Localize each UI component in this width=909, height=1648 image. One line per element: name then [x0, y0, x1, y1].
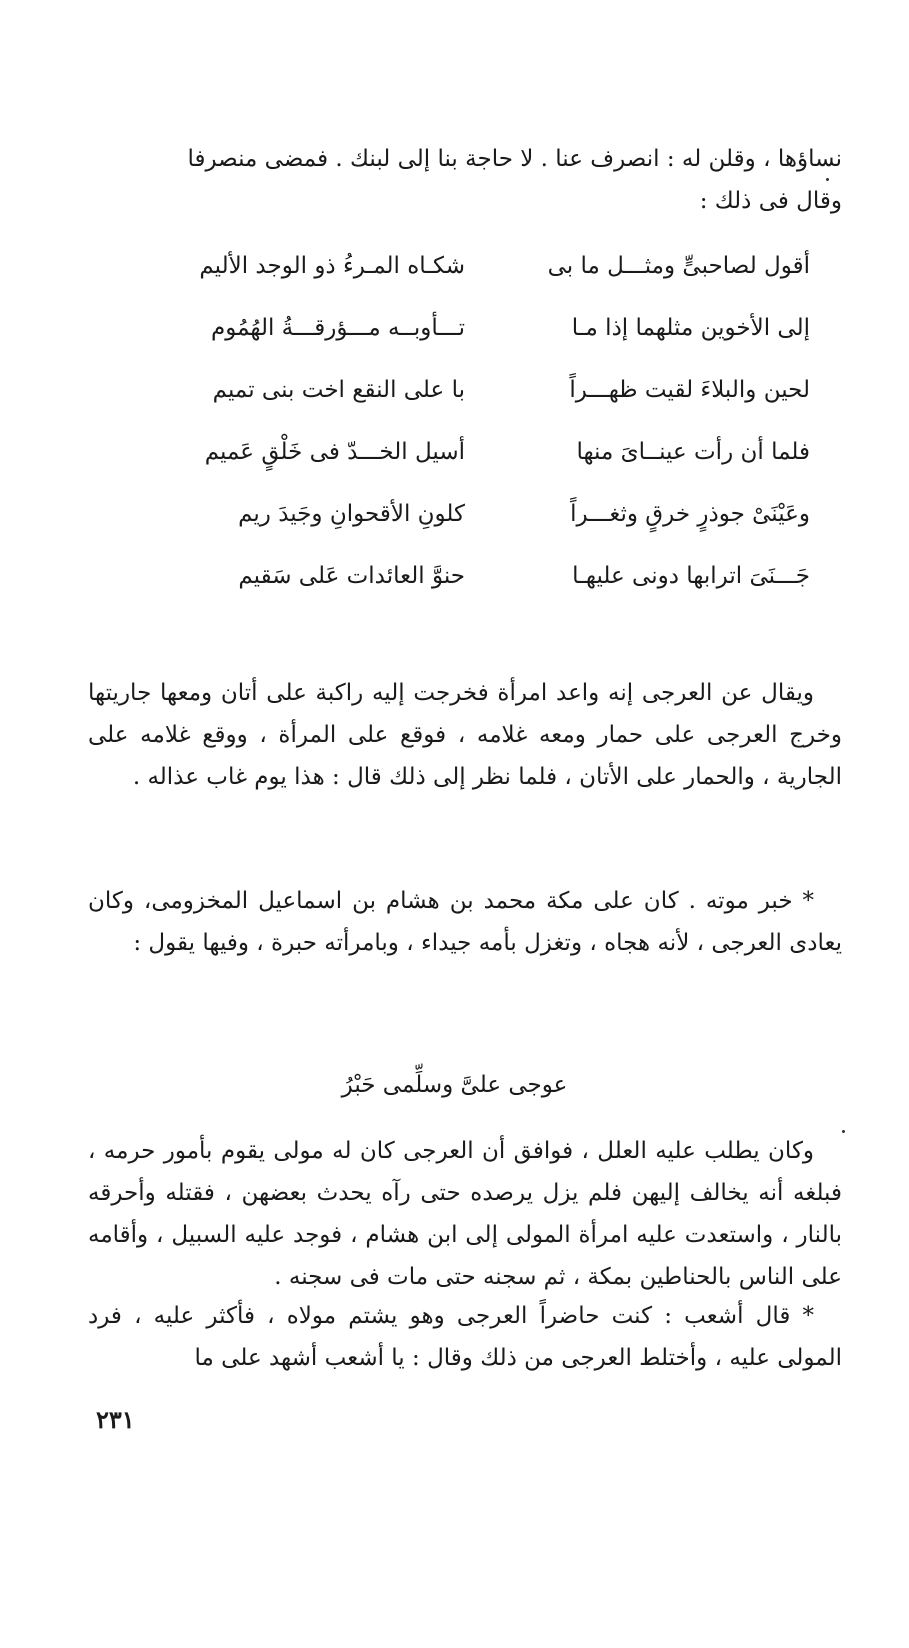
prison-text: وكان يطلب عليه العلل ، فوافق أن العرجى كان له مولى يقوم بأمور حرمه ، فبلغه أنه يخالف إليهن فلم يزل يرصده حتى رآه يحدث بعضهن ، فقتله وأحرقه بالنار ، واستعدت عليه امرأة المولى إلى ابن هشام ، فوجد عليه السبيل ، وأقامه على الناس بالحناطين بمكة ، ثم سجنه حتى مات فى سجنه .: [88, 1138, 842, 1290]
poem: [110, 253, 810, 625]
quoted-verse: عوجى علىَّ وسلِّمى حَبْرُ: [341, 1072, 568, 1098]
poem-verse: [110, 439, 810, 501]
death-text: * خبر موته . كان على مكة محمد بن هشام بن اسماعيل المخزومى، وكان يعادى العرجى ، لأنه هجاه ، وتغزل بأمه جيداء ، وبامرأته حبرة ، وفيها يقول :: [88, 888, 842, 956]
death-paragraph: [88, 880, 842, 964]
intro-line: وقال فى ذلك :: [699, 188, 842, 214]
verse-second-hemistich: با على النقع اخت بنى تميم: [212, 377, 465, 403]
verse-first-hemistich: فلما أن رأت عينــاىَ منها: [576, 439, 810, 465]
verse-first-hemistich: لحين والبلاءَ لقيت ظهـــراً: [569, 377, 810, 403]
verse-second-hemistich: تـــأوبــه مـــؤرقـــةُ الهُمُوم: [210, 315, 465, 341]
verse-second-hemistich: شكـاه المـرءُ ذو الوجد الأليم: [199, 253, 465, 279]
verse-first-hemistich: أقول لصاحبىٍّ ومثـــل ما بى: [547, 253, 810, 279]
verse-second-hemistich: كلونِ الأقحوانِ وجَيدَ ريم: [238, 501, 465, 527]
poem-verse: [110, 315, 810, 377]
print-speck: [842, 1130, 845, 1133]
verse-first-hemistich: وعَيْنَىْ جوذرٍ خرقٍ وثغـــراً: [570, 501, 810, 527]
print-speck: [826, 178, 829, 181]
poem-verse: [110, 253, 810, 315]
poem-verse: [110, 377, 810, 439]
intro-line: نساؤها ، وقلن له : انصرف عنا . لا حاجة بنا إلى لبنك . فمضى منصرفا: [187, 146, 842, 172]
story-text: ويقال عن العرجى إنه واعد امرأة فخرجت إليه راكبة على أتان ومعها جاريتها وخرج العرجى على حمار ومعه غلامه ، فوقع على المرأة ، ووقع غلامه على الجارية ، والحمار على الأتان ، فلما نظر إلى ذلك قال : هذا يوم غاب عذاله .: [88, 680, 842, 790]
story-paragraph: [88, 672, 842, 798]
poem-verse: [110, 501, 810, 563]
verse-second-hemistich: أسيل الخـــدّ فى خَلْقٍ عَميم: [204, 439, 465, 465]
poem-verse: [110, 563, 810, 625]
verse-second-hemistich: حنوَّ العائدات عَلى سَقيم: [238, 563, 465, 589]
ashab-text: * قال أشعب : كنت حاضراً العرجى وهو يشتم مولاه ، فأكثر عليه ، فرد المولى عليه ، وأختلط العرجى من ذلك وقال : يا أشعب أشهد على ما: [88, 1303, 842, 1371]
verse-first-hemistich: جَـــنَىَ اترابها دونى عليهـا: [572, 563, 810, 589]
ashab-paragraph: [88, 1295, 842, 1379]
intro-paragraph: [88, 138, 842, 222]
verse-first-hemistich: إلى الأخوين مثلهما إذا مـا: [571, 315, 810, 341]
page-number: ٢٣١: [96, 1405, 135, 1434]
prison-paragraph: [88, 1130, 842, 1298]
